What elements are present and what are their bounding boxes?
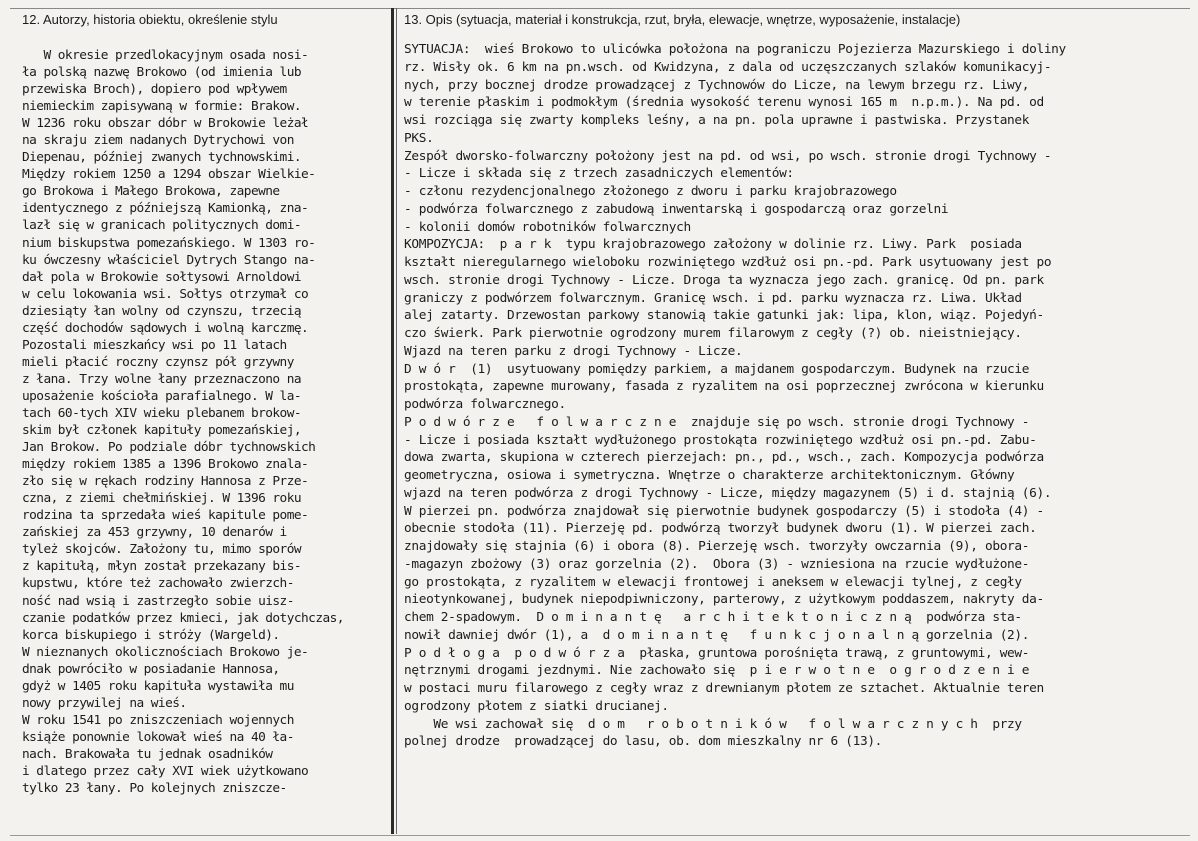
column-divider-thin [396,8,397,834]
history-text [22,47,386,797]
text-line: go prostokąta, z ryzalitem w elewacji frontowej i aneksem w elewacji tylnej, z cegły [404,574,1022,590]
text-line: nium biskupstwa pomezańskiego. W 1303 ro- [22,235,316,251]
text-line: nowy przywilej na wieś. [22,695,187,711]
description-column [404,10,1189,751]
text-line: podwórza folwarcznego. [404,397,566,412]
text-line: go Brokowa i Małego Brokowa, zapewne [22,184,280,200]
column-divider [391,8,394,834]
text-line: geometryczna, osiowa i symetryczna. Wnętrze o charakterze architektonicznym. Główny [404,468,1015,483]
text-line: przewiska Broch), dopiero pod wpływem [22,82,287,98]
text-line: między rokiem 1385 a 1396 Brokowo znala- [22,457,309,473]
text-line: P o d ł o g a p o d w ó r z a płaska, gruntowa porośnięta trawą, z gruntowymi, wew- [404,645,1030,661]
text-line: tylko 23 łany. Po kolejnych zniszcze- [22,781,287,797]
text-line: zańskiej za 453 grzywny, 10 denarów i [22,525,287,541]
text-line: W nieznanych okolicznościach Brokowo je- [22,644,309,660]
text-line: niemieckim zapisywaną w formie: Brakow. [22,99,302,115]
text-line: dowa zwarta, skupiona w czterech pierzejach: pn., pd., wsch., zach. Kompozycja podwórza [404,450,1044,466]
text-line: i dlatego przez cały XVI wiek użytkowano [22,763,309,779]
text-line: W 1236 roku obszar dóbr w Brokowie leżał [22,116,309,132]
text-line: ność nad wsią i zastrzegło sobie uisz- [22,593,294,609]
text-line: czo świerk. Park pierwotnie ogrodzony murem filarowym z cegły (?) ob. nieistniejący. [404,326,1022,341]
text-line: KOMPOZYCJA: p a r k typu krajobrazowego założony w dolinie rz. Liwy. Park posiada [404,237,1022,253]
text-line: - Licze i posiada kształt wydłużonego prostokąta rozwiniętego wzdłuż osi pn.-pd. Zabu- [404,432,1037,448]
text-line: We wsi zachował się d o m r o b o t n i k ó w f o l w a r c z n y c h przy [404,716,1022,732]
text-line: lazł się w granicach politycznych domi- [22,218,302,234]
text-line: ku ówczesny właściciel Dytrych Stango na- [22,252,316,268]
description-heading: 13. Opis (sytuacja, materiał i konstrukcja, rzut, bryła, elewacje, wnętrze, wyposażenie, instalacje) [404,12,961,27]
text-line: -magazyn zbożowy (3) oraz gorzelnia (2). Obora (3) - wzniesiona na rzucie wydłużone- [404,556,1030,572]
text-line: znajdowały się stajnia (6) i obora (8). Pierzeję wsch. tworzyły owczarnia (9), obora- [404,539,1030,554]
history-column [22,10,386,797]
text-line: - Licze i składa się z trzech zasadniczych elementów: [404,166,794,182]
text-line: P o d w ó r z e f o l w a r c z n e znajduje się po wsch. stronie drogi Tychnowy - [404,414,1030,430]
text-line: Diepenau, później zwanych tychnowskimi. [22,150,302,166]
text-line: skim był członek kapituły pomezańskiej, [22,423,302,439]
text-line: kupstwu, które też zachowało zwierzch- [22,576,294,592]
description-text [404,41,1189,751]
text-line: dnak powróciło w posiadanie Hannosa, [22,661,280,677]
text-line: rz. Wisły ok. 6 km na pn.wsch. od Kwidzyna, z dala od uczęszczanych szlaków komunikacyj- [404,59,1052,75]
text-line: gdyż w 1405 roku kapituła wystawiła mu [22,678,294,694]
text-line: rodzina ta sprzedała wieś kapitule pome- [22,508,309,524]
text-line: w celu lokowania wsi. Sołtys otrzymał co [22,286,309,302]
text-line: SYTUACJA: wieś Brokowo to ulicówka położona na pograniczu Pojezierza Mazurskiego i doliny [404,42,1066,57]
text-line: wsi rozciąga się zwarty kompleks leśny, a na pn. pola uprawne i pastwiska. Przystanek [404,113,1030,128]
text-line: Zespół dworsko-folwarczny położony jest na pd. od wsi, po wsch. stronie drogi Tychnowy - [404,148,1052,164]
text-line: D w ó r (1) usytuowany pomiędzy parkiem, a majdanem gospodarczym. Budynek na rzucie [404,361,1030,377]
text-line: w terenie płaskim i podmokłym (średnia wysokość terenu wynosi 165 m n.p.m.). Na pd. od [404,95,1044,111]
text-line: alej zatarty. Drzewostan parkowy stanowią takie gatunki jak: lipa, klon, wiąz. Pojedyń- [404,308,1044,324]
text-line: Wjazd na teren parku z drogi Tychnowy - Licze. [404,343,743,359]
text-line: wjazd na teren podwórza z drogi Tychnowy - Licze, między magazynem (5) i d. stajnią (6). [404,485,1052,501]
text-line: zło się w rękach rodziny Hannosa z Prze- [22,474,309,490]
text-line: z kapitułą, młyn został przekazany bis- [22,559,302,575]
text-line: uposażenie kościoła parafialnego. W la- [22,388,302,404]
text-line: mieli płacić roczny czynsz pół grzywny [22,354,294,370]
text-line: Między rokiem 1250 a 1294 obszar Wielkie- [22,167,316,183]
text-line: nowił dawniej dwór (1), a d o m i n a n t ę f u n k c j o n a l n ą gorzelnia (2). [404,627,1030,643]
text-line: czna, z ziemi chełmińskiej. W 1396 roku [22,491,302,507]
text-line: Jan Brokow. Po podziale dóbr tychnowskich [22,440,316,456]
history-heading: 12. Autorzy, historia obiektu, określenie stylu [22,12,278,27]
text-line: nętrznymi drogami jezdnymi. Nie zachowało się p i e r w o t n e o g r o d z e n i e [404,663,1030,679]
text-line: obecnie stodoła (11). Pierzeję pd. podwórzą tworzył budynek dworu (1). W pierzei zach. [404,521,1037,537]
text-line: W roku 1541 po zniszczeniach wojennych [22,712,294,728]
text-line: identycznego z późniejszą Kamionką, zna- [22,201,309,217]
text-line: z łana. Trzy wolne łany przeznaczono na [22,371,302,387]
text-line: W pierzei pn. podwórza znajdował się pierwotnie budynek gospodarczy (5) i stodoła (4) - [404,503,1044,519]
text-line: dał pola w Brokowie sołtysowi Arnoldowi [22,269,302,285]
text-line: korca biskupiego i stróży (Wargeld). [22,627,280,643]
text-line: część dochodów sądowych i wolną karczmę. [22,320,309,336]
text-line: ła polską nazwę Brokowo (od imienia lub [22,65,302,81]
text-line: prostokąta, zapewne murowany, fasada z ryzalitem na osi poprzecznej zwrócona w kierunku [404,379,1044,395]
text-line: nych, przy bocznej drodze prowadzącej z Tychnowów do Licze, na lewym brzegu rz. Liwy, [404,77,1030,93]
text-line: czanie podatków przez kmieci, jak dotychczas, [22,610,344,626]
text-line: kształt nieregularnego wieloboku rozwiniętego wzdłuż osi pn.-pd. Park usytuowany jest po [404,255,1052,270]
text-line: książe ponownie lokował wieś na 40 ła- [22,729,294,745]
text-line: tach 60-tych XIV wieku plebanem brokow- [22,405,302,421]
text-line: - podwórza folwarcznego z zabudową inwentarską i gospodarczą oraz gorzelni [404,201,949,217]
text-line: na skraju ziem nadanych Dytrychowi von [22,133,294,149]
text-line: Pozostali mieszkańcy wsi po 11 latach [22,337,287,353]
text-line: tyleż skojców. Założony tu, mimo sporów [22,542,302,558]
text-line: ogrodzony płotem z siatki drucianej. [404,698,669,714]
text-line: nach. Brakowała tu jednak osadników [22,746,273,762]
text-line: w postaci muru filarowego z cegły wraz z drewnianym płotem ze sztachet. Aktualnie teren [404,681,1044,696]
text-line: dziesiąty łan wolny od czynszu, trzecią [22,303,302,319]
text-line: wsch. stronie drogi Tychnowy - Licze. Droga ta wyznacza jego zach. granicę. Od pn. park [404,272,1044,288]
text-line: PKS. [404,130,434,146]
text-line: nieotynkowanej, budynek niepodpiwniczony, parterowy, z użytkowym poddaszem, nakryty da- [404,592,1044,608]
text-line: - kolonii domów robotników folwarcznych [404,219,691,235]
text-line: W okresie przedlokacyjnym osada nosi- [22,48,309,63]
text-line: - członu rezydencjonalnego złożonego z dworu i parku krajobrazowego [404,184,897,199]
text-line: chem 2-spadowym. D o m i n a n t ę a r c h i t e k t o n i c z n ą podwórza sta- [404,610,1022,625]
text-line: polnej drodze prowadzącej do lasu, ob. dom mieszkalny nr 6 (13). [404,734,883,750]
text-line: graniczy z podwórzem folwarcznym. Granicę wsch. i pd. parku wyznacza rz. Liwa. Układ [404,290,1022,306]
